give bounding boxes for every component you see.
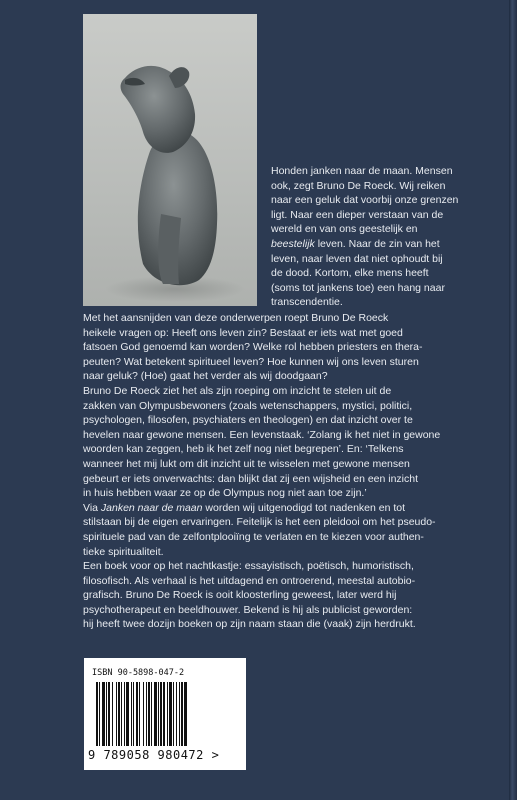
barcode-bars [94,682,236,748]
barcode-stripe [173,682,174,746]
barcode-stripe [146,682,147,746]
blurb-line: stilstaan bij de eigen ervaringen. Feitelijk is het een pleidooi om het pseudo- [83,516,436,529]
intro-line: de dood. Kortom, elke mens heeft [271,267,429,280]
isbn-digits: 9 789058 980472 > [88,748,220,762]
blurb-line [83,501,503,516]
barcode-stripe [154,682,157,746]
barcode-stripe [148,682,150,746]
barcode-stripe [167,682,168,746]
intro-line: wereld en van ons geestelijk en [271,223,418,236]
via-rest: worden wij uitgenodigd tot nadenken en tot [202,501,406,514]
barcode-stripe [169,682,172,746]
barcode-stripe [131,682,132,746]
intro-line-rest: leven. Naar de zin van het [314,237,440,250]
intro-line [271,237,493,252]
blurb-line: Met het aansnijden van deze onderwerpen roept Bruno De Roeck [83,312,389,324]
blurb-line: naar geluk? (Hoe) gaat het verder als wij doodgaan? [83,370,328,383]
intro-line: ook, zegt Bruno De Roeck. Wij reiken [271,179,446,192]
blurb-line: hevelen naar gewone mensen. Een levenstaak. ‘Zolang ik het niet in gewone [83,428,441,441]
intro-line: (soms tot jankens toe) een hang naar [271,281,445,294]
barcode-stripe [96,682,98,746]
blurb-line: psychotherapeut en beeldhouwer. Bekend is hij als publicist geworden: [83,603,413,616]
blurb-line: peuten? Wat betekent spiritueel leven? Hoe kunnen wij ons leven sturen [83,355,419,368]
intro-line: Honden janken naar de maan. Mensen [271,165,453,177]
via-prefix: Via [83,501,101,514]
blurb-line: zakken van Olympusbewoners (zoals wetenschappers, mystici, politici, [83,399,413,412]
barcode-stripe [176,682,177,746]
blurb-line: Een boek voor op het nachtkastje: essayistisch, poëtisch, humoristisch, [83,560,414,573]
blurb-line: grafisch. Bruno De Roeck is ooit kloosterling geweest, later werd hij [83,589,397,602]
barcode-stripe [126,682,129,746]
barcode-stripe [181,682,183,746]
barcode-stripe [116,682,117,746]
intro-paragraph [271,164,493,310]
barcode-stripe [163,682,165,746]
barcode-stripe [112,682,113,746]
intro-line: transcendentie. [271,296,343,309]
blurb-line: woorden kan zeggen, heb ik het zelf nog niet begrepen’. En: ‘Telkens [83,443,404,456]
blurb-line: heikele vragen op: Heeft ons leven zin? Bestaat er iets wat met goed [83,326,403,339]
barcode-stripe [118,682,120,746]
blurb-text [83,311,503,632]
barcode-stripe [179,682,180,746]
barcode-stripe [106,682,107,746]
barcode-stripe [139,682,140,746]
barcode-stripe [160,682,162,746]
book-title-italic: Janken naar de maan [100,501,203,514]
blurb-line: wanneer het mij lukt om dit inzicht uit te wisselen met gewone mensen [83,457,410,470]
blurb-line: in huis hebben waar ze op de Olympus nog niet aan toe zijn.’ [83,487,367,500]
blurb-line: psychologen, filosofen, psychiaters en theologen) en dat inzicht over te [83,414,413,427]
blurb-line: Bruno De Roeck ziet het als zijn roeping om inzicht te stelen uit de [83,384,392,397]
barcode-stripe [143,682,144,746]
isbn-label: ISBN 90-5898-047-2 [92,668,185,678]
isbn-barcode [84,658,246,770]
blurb-line: tieke spiritualiteit. [83,545,164,558]
intro-line: ligt. Naar een dieper verstaan van de [271,208,444,221]
blurb-line: hij heeft twee dozijn boeken op zijn naam staan die (vaak) zijn herdrukt. [83,618,416,631]
book-spine-edge [509,0,517,800]
blurb-line: spirituele pad van de zelfontplooiïng te verlaten en te kiezen voor authen- [83,530,424,543]
barcode-stripe [99,682,100,746]
barcode-stripe [124,682,125,746]
barcode-stripe [133,682,134,746]
sculpture-photo [83,14,257,306]
barcode-stripe [121,682,122,746]
barcode-stripe [184,682,187,746]
intro-line: naar een geluk dat voorbij onze grenzen [271,194,459,207]
italic-word: beestelijk [271,237,315,250]
blurb-line: gebeurt er iets onverwachts: dan blijkt dat zij een wijsheid en een inzicht [83,472,419,485]
barcode-stripe [151,682,152,746]
blurb-line: fatsoen God genoemd kan worden? Welke rol hebben priesters en thera- [83,341,423,354]
barcode-stripe [136,682,138,746]
intro-line: leven, naar leven dat niet ophoudt bij [271,252,443,265]
blurb-line: filosofisch. Als verhaal is het uitdagend en ontroerend, meestal autobio- [83,574,416,587]
barcode-stripe [158,682,159,746]
howling-dog-sculpture-image [83,14,257,306]
barcode-stripe [108,682,110,746]
barcode-stripe [102,682,105,746]
